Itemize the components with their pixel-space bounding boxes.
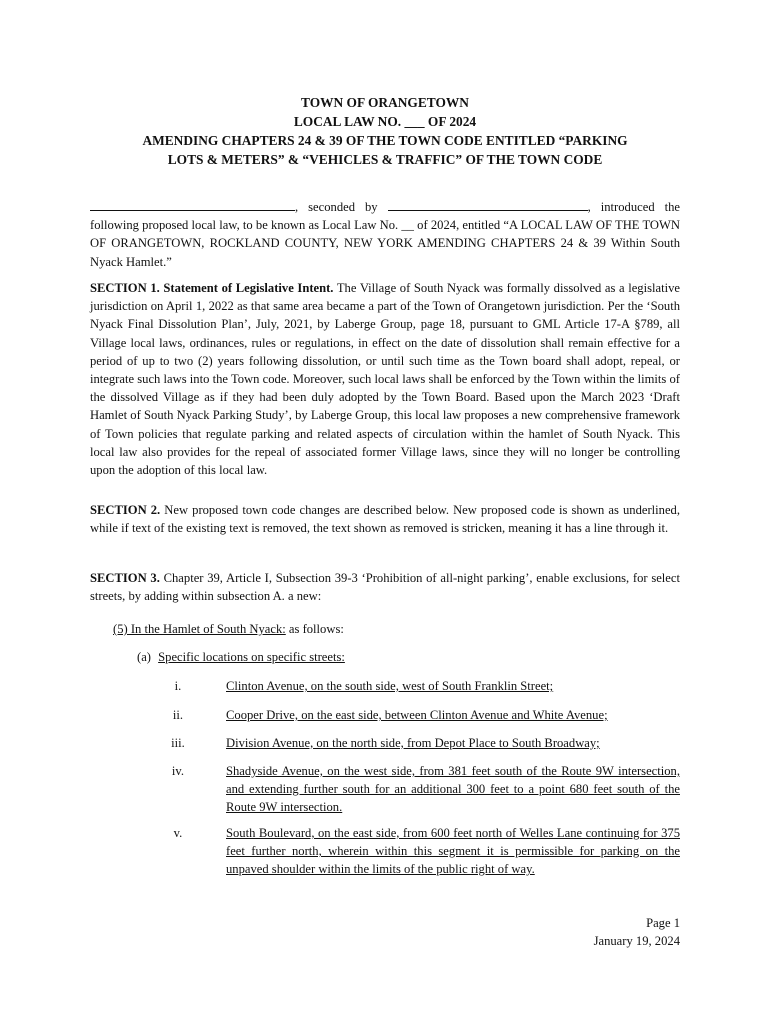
subsection-a-label: (a)	[137, 650, 151, 664]
list-item-number: iii.	[171, 736, 185, 750]
section-3-heading: SECTION 3.	[90, 571, 160, 585]
section-1-paragraph	[90, 279, 680, 479]
seconded-by-text: , seconded by	[295, 200, 378, 214]
list-item-number: ii.	[172, 708, 184, 722]
section-2-paragraph	[90, 501, 680, 537]
list-item-number: i.	[174, 679, 182, 693]
list-item-text: Shadyside Avenue, on the west side, from 381 feet south of the Route 9W intersection, and extending further south for an additional 300 feet to a point 680 feet south of the Route 9W intersection.	[226, 764, 680, 815]
title-line-2: LOCAL LAW NO. ___ OF 2024	[293, 114, 477, 129]
subsection-5-rest: as follows:	[285, 622, 344, 636]
section-1-body: The Village of South Nyack was formally dissolved as a legislative jurisdiction on April 1, 2022 as that same area became a part of the Town of Orangetown jurisdiction. Per the ‘South Nyack Final Dissolution Plan’, July, 2021, by Laberge Group, page 18, pursuant to GML Article 17-A §789, all Village local laws, ordinances, rules or regulations, in effect on the date of dissolution shall remain effective for a period of up to two (2) years following dissolution, or until such time as the Town board shall adopt, repeal, or integrate such laws into the Town code. Moreover, such local laws shall be enforced by the Town within the limits of the dissolved Village as if they had been duly adopted by the Town Board. Based upon the March 2023 ‘Draft Hamlet of South Nyack Parking Study’, by Laberge Group, this local law proposes a new comprehensive framework of Town policies that regulate parking and related aspects of circulation within the hamlet of South Nyack. This local law also provides for the repeal of associated former Village laws, since they will no longer be controlling upon the adoption of this local law.	[90, 281, 680, 478]
section-3-body: Chapter 39, Article I, Subsection 39-3 ‘Prohibition of all-night parking’, enable exclusions, for select streets, by adding within subsection A. a new:	[90, 571, 680, 604]
section-2-body: New proposed town code changes are described below. New proposed code is shown as underlined, while if text of the existing text is removed, the text shown as removed is stricken, meaning it has a line through it.	[90, 503, 680, 536]
subsection-5	[113, 620, 344, 638]
list-item-text: South Boulevard, on the east side, from 600 feet north of Welles Lane continuing for 375 feet further north, wherein within this segment it is permissible for parking on the unpaved shoulder within the limits of the public right of way.	[226, 826, 680, 877]
list-item-text: Division Avenue, on the north side, from Depot Place to South Broadway;	[226, 736, 600, 750]
list-item-text: Cooper Drive, on the east side, between Clinton Avenue and White Avenue;	[226, 708, 608, 722]
list-item-number: iv.	[171, 764, 185, 778]
seconder-blank	[388, 199, 588, 211]
title-line-4: LOTS & METERS” & “VEHICLES & TRAFFIC” OF THE TOWN CODE	[167, 152, 603, 167]
section-1-heading: SECTION 1. Statement of Legislative Intent.	[90, 281, 334, 295]
subsection-a-text: Specific locations on specific streets:	[158, 650, 345, 664]
section-2-heading: SECTION 2.	[90, 503, 161, 517]
section-3-paragraph	[90, 569, 680, 605]
subsection-a	[137, 648, 345, 666]
page-number: Page 1	[646, 916, 680, 930]
document-title-block	[90, 93, 680, 169]
title-line-1: TOWN OF ORANGETOWN	[301, 95, 469, 110]
list-item-number: v.	[173, 826, 183, 840]
page-footer	[594, 914, 680, 950]
intro-paragraph	[90, 198, 680, 271]
title-line-3: AMENDING CHAPTERS 24 & 39 OF THE TOWN CODE ENTITLED “PARKING	[142, 133, 628, 148]
mover-blank	[90, 199, 295, 211]
subsection-5-heading: (5) In the Hamlet of South Nyack:	[113, 622, 286, 636]
document-date: January 19, 2024	[593, 934, 680, 948]
list-item-text: Clinton Avenue, on the south side, west of South Franklin Street;	[226, 679, 554, 693]
intro-rest-text: , introduced the following proposed local law, to be known as Local Law No. __ of 2024, entitled “A LOCAL LAW OF THE TOWN OF ORANGETOWN, ROCKLAND COUNTY, NEW YORK AMENDING CHAPTERS 24 & 39 Within South Nyack Hamlet.”	[90, 200, 680, 269]
